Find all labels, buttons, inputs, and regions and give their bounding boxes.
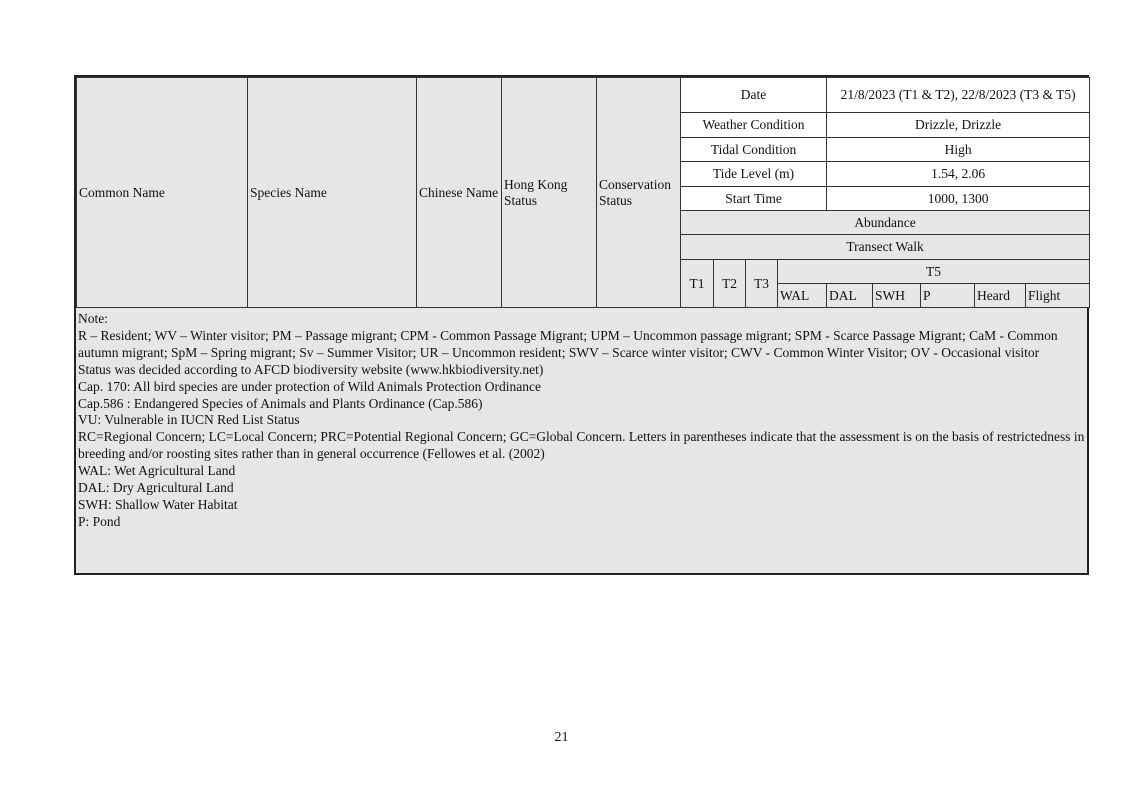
transect-walk-header: Transect Walk xyxy=(681,235,1090,260)
note-dal: DAL: Dry Agricultural Land xyxy=(78,480,234,496)
header-common-name: Common Name xyxy=(77,78,248,308)
note-vu: VU: Vulnerable in IUCN Red List Status xyxy=(78,412,300,428)
t5-col-flight: Flight xyxy=(1026,284,1090,308)
header-species-name: Species Name xyxy=(248,78,417,308)
note-wal: WAL: Wet Agricultural Land xyxy=(78,463,236,479)
survey-table xyxy=(76,77,1090,308)
info-label-date: Date xyxy=(681,78,827,113)
transect-t1: T1 xyxy=(681,260,714,308)
header-conservation-status: Conservation Status xyxy=(597,78,681,308)
t5-col-swh: SWH xyxy=(873,284,921,308)
info-value-weather: Drizzle, Drizzle xyxy=(827,113,1090,138)
note-cap586: Cap.586 : Endangered Species of Animals and Plants Ordinance (Cap.586) xyxy=(78,395,483,411)
info-label-tide-level: Tide Level (m) xyxy=(681,162,827,187)
note-status-source: Status was decided according to AFCD biodiversity website (www.hkbiodiversity.net) xyxy=(78,361,544,377)
info-label-start-time: Start Time xyxy=(681,187,827,211)
info-value-tidal: High xyxy=(827,138,1090,162)
t5-col-heard: Heard xyxy=(975,284,1026,308)
abundance-header: Abundance xyxy=(681,211,1090,235)
header-chinese-name: Chinese Name xyxy=(417,78,502,308)
transect-t3: T3 xyxy=(746,260,778,308)
t5-col-dal: DAL xyxy=(827,284,873,308)
page-number: 21 xyxy=(554,730,569,745)
info-label-tidal: Tidal Condition xyxy=(681,138,827,162)
transect-t2: T2 xyxy=(714,260,746,308)
transect-t5: T5 xyxy=(778,260,1090,284)
t5-col-wal: WAL xyxy=(778,284,827,308)
info-value-tide-level: 1.54, 2.06 xyxy=(827,162,1090,187)
info-value-date: 21/8/2023 (T1 & T2), 22/8/2023 (T3 & T5) xyxy=(827,78,1090,113)
note-cap170: Cap. 170: All bird species are under protection of Wild Animals Protection Ordinance xyxy=(78,378,541,394)
note-p: P: Pond xyxy=(78,513,121,529)
note-concern-levels: RC=Regional Concern; LC=Local Concern; PRC=Potential Regional Concern; GC=Global Concern. Letters in parentheses indicate that the assessment is on the basis of restrictedness in breeding and/or roosting sites rather than in general occurrence (Fellowes et al. (2002) xyxy=(78,429,1085,462)
info-value-start-time: 1000, 1300 xyxy=(827,187,1090,211)
t5-col-p: P xyxy=(921,284,975,308)
note-status-codes: R – Resident; WV – Winter visitor; PM – Passage migrant; CPM - Common Passage Migrant; UPM – Uncommon passage migrant; SPM - Scarce Passage Migrant; CaM - Common autumn migrant; SpM – Spring migrant; Sv – Summer Visitor; UR – Uncommon resident; SWV – Scarce winter visitor; CWV - Common Winter Visitor; OV - Occasional visitor xyxy=(78,327,1058,360)
info-label-weather: Weather Condition xyxy=(681,113,827,138)
note-title: Note: xyxy=(78,311,108,326)
notes-section xyxy=(78,311,1086,531)
header-hk-status: Hong Kong Status xyxy=(502,78,597,308)
note-swh: SWH: Shallow Water Habitat xyxy=(78,496,238,512)
survey-table-frame xyxy=(74,75,1089,575)
